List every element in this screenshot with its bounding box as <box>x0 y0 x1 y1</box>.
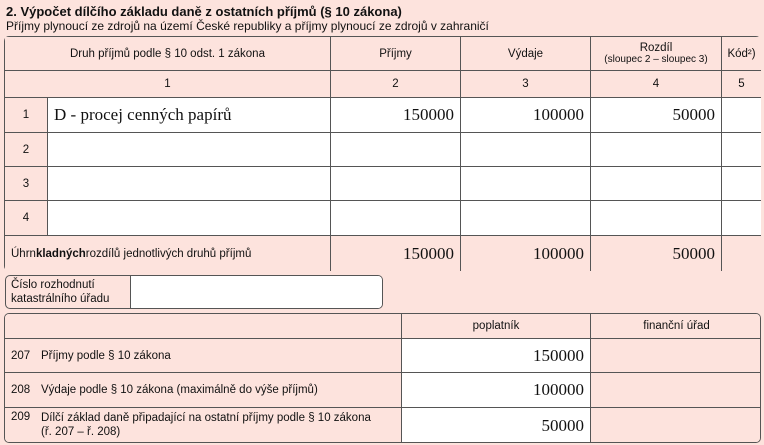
summary-header-poplatnik: poplatník <box>401 314 591 339</box>
summary-table <box>4 313 761 443</box>
row-druh-field[interactable]: D - procej cenných papírů <box>47 97 331 133</box>
row-kod-field[interactable] <box>721 132 761 167</box>
header-druh: Druh příjmů podle § 10 odst. 1 zákona <box>5 37 331 71</box>
colnum-2: 2 <box>330 70 461 98</box>
summary-poplatnik-field[interactable]: 50000 <box>401 407 591 443</box>
summary-row-label <box>5 407 402 443</box>
summary-poplatnik-field[interactable]: 150000 <box>401 338 591 373</box>
total-prijmy: 150000 <box>330 235 461 271</box>
cislo-rozhodnuti-label <box>11 278 109 306</box>
header-rozdil-sub: (sloupec 2 – sloupec 3) <box>604 54 708 65</box>
cislo-label-line2: katastrálního úřadu <box>11 293 110 305</box>
row-number: 3 <box>5 166 48 201</box>
summary-row-text: Příjmy podle § 10 zákona <box>41 349 171 362</box>
colnum-5: 5 <box>721 70 761 98</box>
section-title: 2. Výpočet dílčího základu daně z ostatních příjmů (§ 10 zákona) <box>6 4 402 19</box>
row-number: 1 <box>5 97 48 133</box>
row-rozdil-field[interactable] <box>590 200 722 236</box>
summary-row-text: Výdaje podle § 10 zákona (maximálně do výše příjmů) <box>41 384 318 396</box>
row-number: 4 <box>5 200 48 236</box>
colnum-3: 3 <box>460 70 591 98</box>
section-subtitle: Příjmy plynoucí ze zdrojů na území České republiky a příjmy plynoucí ze zdrojů v zahraničí <box>6 19 489 33</box>
header-rozdil-label: Rozdíl <box>639 42 673 54</box>
row-rozdil-field[interactable] <box>590 166 722 201</box>
cislo-rozhodnuti-field[interactable] <box>130 276 383 309</box>
summary-row-number: 209 <box>11 411 31 423</box>
total-label-pre: Úhrn <box>11 247 36 260</box>
summary-header-blank <box>5 314 402 339</box>
summary-urad-field <box>590 372 761 408</box>
summary-row-label <box>5 338 402 373</box>
total-label-post: rozdílů jednotlivých druhů příjmů <box>85 247 252 260</box>
summary-poplatnik-field[interactable]: 100000 <box>401 372 591 408</box>
row-kod-field[interactable] <box>721 200 761 236</box>
cislo-rozhodnuti-box <box>5 275 383 309</box>
summary-urad-field <box>590 407 761 443</box>
total-label-bold: kladných <box>35 247 86 260</box>
header-kod: Kód²) <box>721 37 761 71</box>
row-vydaje-field[interactable] <box>460 200 591 236</box>
row-prijmy-field[interactable]: 150000 <box>330 97 461 133</box>
row-prijmy-field[interactable] <box>330 132 461 167</box>
row-druh-field[interactable] <box>47 132 331 167</box>
summary-header-urad: finanční úřad <box>590 314 761 339</box>
summary-row-label <box>5 372 402 408</box>
colnum-1: 1 <box>5 70 331 98</box>
row-rozdil-field[interactable]: 50000 <box>590 97 722 133</box>
header-rozdil <box>590 37 722 71</box>
total-label <box>5 235 331 271</box>
summary-row-number: 207 <box>11 349 31 362</box>
row-vydaje-field[interactable] <box>460 166 591 201</box>
row-kod-field[interactable] <box>721 166 761 201</box>
header-prijmy: Příjmy <box>330 37 461 71</box>
income-table <box>4 36 761 271</box>
summary-row-text-line2: (ř. 207 – ř. 208) <box>41 426 121 438</box>
row-prijmy-field[interactable] <box>330 200 461 236</box>
header-vydaje: Výdaje <box>460 37 591 71</box>
row-number: 2 <box>5 132 48 167</box>
summary-urad-field <box>590 338 761 373</box>
row-druh-field[interactable] <box>47 166 331 201</box>
total-rozdil: 50000 <box>590 235 722 271</box>
total-vydaje: 100000 <box>460 235 591 271</box>
row-kod-field[interactable] <box>721 97 761 133</box>
total-kod <box>721 235 761 271</box>
cislo-label-line1: Číslo rozhodnutí <box>11 279 95 291</box>
row-rozdil-field[interactable] <box>590 132 722 167</box>
summary-row-number: 208 <box>11 384 31 396</box>
row-vydaje-field[interactable]: 100000 <box>460 97 591 133</box>
row-vydaje-field[interactable] <box>460 132 591 167</box>
summary-row-text: Dílčí základ daně připadající na ostatní příjmy podle § 10 zákona <box>41 412 371 424</box>
row-prijmy-field[interactable] <box>330 166 461 201</box>
row-druh-field[interactable] <box>47 200 331 236</box>
colnum-4: 4 <box>590 70 722 98</box>
